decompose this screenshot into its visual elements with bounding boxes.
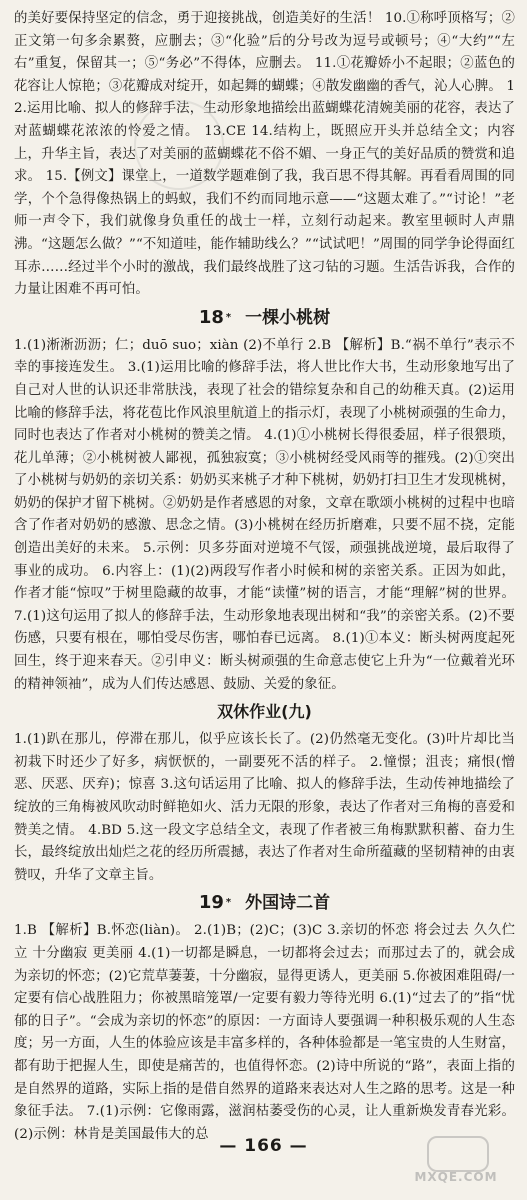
watermark-logo-icon bbox=[427, 1136, 489, 1172]
page-number: — 166 — bbox=[219, 1136, 308, 1156]
site-watermark bbox=[391, 1134, 521, 1192]
weekend-homework-answers: 1.(1)趴在那儿，停滞在那儿，似乎应该长长了。(2)仍然毫无变化。(3)叶片却比当初栽下时还少了好多，病恹恹的，一副要死不活的样子。 2.憧憬；沮丧；痛恨(憎恶、厌恶、厌弃)；惊喜 3.这句话运用了比喻、拟人的修辞手法，生动传神地描绘了绽放的三角梅被风吹动时鲜艳如火、活力无限的形象，表达了作者对三角梅的喜爱和赞美之情。 4.BD 5.这一段文字总结全文，表现了作者被三角梅默默积蓄、奋力生长，最终绽放出灿烂之花的经历所震撼，表达了作者对生命所蕴藏的坚韧精神的由衷赞叹，升华了文章主旨。 bbox=[14, 732, 515, 883]
section-19-number: 19 bbox=[198, 892, 224, 914]
watermark-text: MXQE.COM bbox=[414, 1170, 498, 1184]
star-mark: * bbox=[225, 897, 232, 909]
weekend-homework-heading: 双休作业(九) bbox=[217, 702, 312, 722]
section-18-answers: 1.(1)淅淅沥沥；仁；duō suo；xiàn (2)不单行 2.B 【解析】B.“祸不单行”表示不幸的事接连发生。 3.(1)运用比喻的修辞手法，将人世比作大书，生动形象地写出了自己对人世的认识还非常肤浅，表现了社会的错综复杂和自己的幼稚天真。(2)运用比喻的修辞手法，将花苞比作风浪里航道上的指示灯，表现了小桃树顽强的生命力，同时也表达了作者对小桃树的赞美之情。 4.(1)①小桃树长得很委屈，样子很猥琐，花儿单薄；②小桃树被人鄙视，孤独寂寞；③小桃树经受风雨等的摧残。(2)①突出了小桃树与奶奶的亲切关系：奶奶买来桃子才种下桃树，奶奶打扫卫生才发现桃树，奶奶的保护才留下桃树。②奶奶是作者感恩的对象，文章在歌颂小桃树的过程中也暗含了作者对奶奶的感激、思念之情。(3)小桃树在经历折磨难，只要不屈不挠，定能创造出美好的未来。 5.示例：贝多芬面对逆境不气馁，顽强挑战逆境，最后取得了事业的成功。 6.内容上：(1)(2)两段写作者小时候和树的亲密关系。正因为如此，作者才能“惊叹”于树里隐藏的故事，才能“读懂”树的语言，才能“理解”树的世界。 7.(1)这句运用了拟人的修辞手法，生动形象地表现出树和“我”的亲密关系。(2)不要伤感，只要有根在，哪怕受尽伤害，哪怕春已远离。 8.(1)①本义：断头树两度起死回生，终于迎来春天。②引申义：断头树顽强的生命意志使它上升为“一位戴着光环的精神领袖”，成为人们传达感恩、鼓励、关爱的象征。 bbox=[14, 337, 515, 692]
section-19-title: 外国诗二首 bbox=[245, 893, 331, 914]
faint-stamp-mark bbox=[134, 100, 224, 190]
section-18-number: 18 bbox=[198, 306, 224, 328]
section-18-heading bbox=[14, 303, 515, 333]
section-18-title: 一棵小桃树 bbox=[245, 307, 331, 328]
answer-block-top: 的美好要保持坚定的信念，勇于迎接挑战，创造美好的生活！ 10.①称呼顶格写；②正文第一句多余累赘，应删去；③“化验”后的分号改为逗号或顿号；④“大约”“左右”重复，保留其一；⑤“务必”不得体，应删去。 11.①花瓣娇小不起眼；②蓝色的花容让人惊艳；③花瓣成对绽开，如起舞的蝴蝶；④散发幽幽的香气，沁人心脾。 12.运用比喻、拟人的修辞手法，生动形象地描绘出蓝蝴蝶花清婉美丽的花容，表达了对蓝蝴蝶花浓浓的怜爱之情。 13.CE 14.结构上，既照应开头并总结全文；内容上，升华主旨，表达了对美丽的蓝蝴蝶花不俗不媚、一身正气的美好品质的赞赏和追求。 15.【例文】课堂上，一道数学题难倒了我，我百思不得其解。再看看周围的同学，个个急得像热锅上的蚂蚁，我们不约而同地示意——“这题太难了。”“讨论！”老师一声令下，我们就像身负重任的战士一样，立刻行动起来。教室里顿时人声鼎沸。“这题怎么做？”“不知道哇，能作辅助线么？”“试试吧！”周围的同学争论得面红耳赤……经过半个小时的激战，我们最终战胜了这刁钻的习题。生活告诉我，合作的力量让困难不再可怕。 bbox=[14, 11, 515, 298]
section-19-heading bbox=[14, 888, 515, 918]
section-19-answers: 1.B 【解析】B.怀恋(liàn)。 2.(1)B；(2)C；(3)C 3.亲切的怀恋 将会过去 久久伫立 十分幽寂 更美丽 4.(1)一切都是瞬息，一切都将会过去；而那过去了的，就会成为亲切的怀恋；(2)它荒草萋萋，十分幽寂，显得更诱人，更美丽 5.你被困难阻碍/一定要有信心战胜阻力；你被黑暗笼罩/一定要有毅力等待光明 6.(1)“过去了的”指“忧郁的日子”。“会成为亲切的怀恋”的原因：一方面诗人要强调一种积极乐观的人生态度；另一方面，人生的体验应该是丰富多样的，各种体验都是一笔宝贵的人生财富，都有助于把握人生，即使是痛苦的，也值得怀恋。(2)诗中所说的“路”，表面上指的是自然界的道路，实际上指的是借自然界的道路来表达对人生之路的思考。这是一种象征手法。 7.(1)示例：它像雨露，滋润枯萎受伤的心灵，让人重新焕发青春光彩。(2)示例：林肯是美国最伟大的总 bbox=[14, 923, 515, 1142]
star-mark: * bbox=[225, 311, 232, 323]
